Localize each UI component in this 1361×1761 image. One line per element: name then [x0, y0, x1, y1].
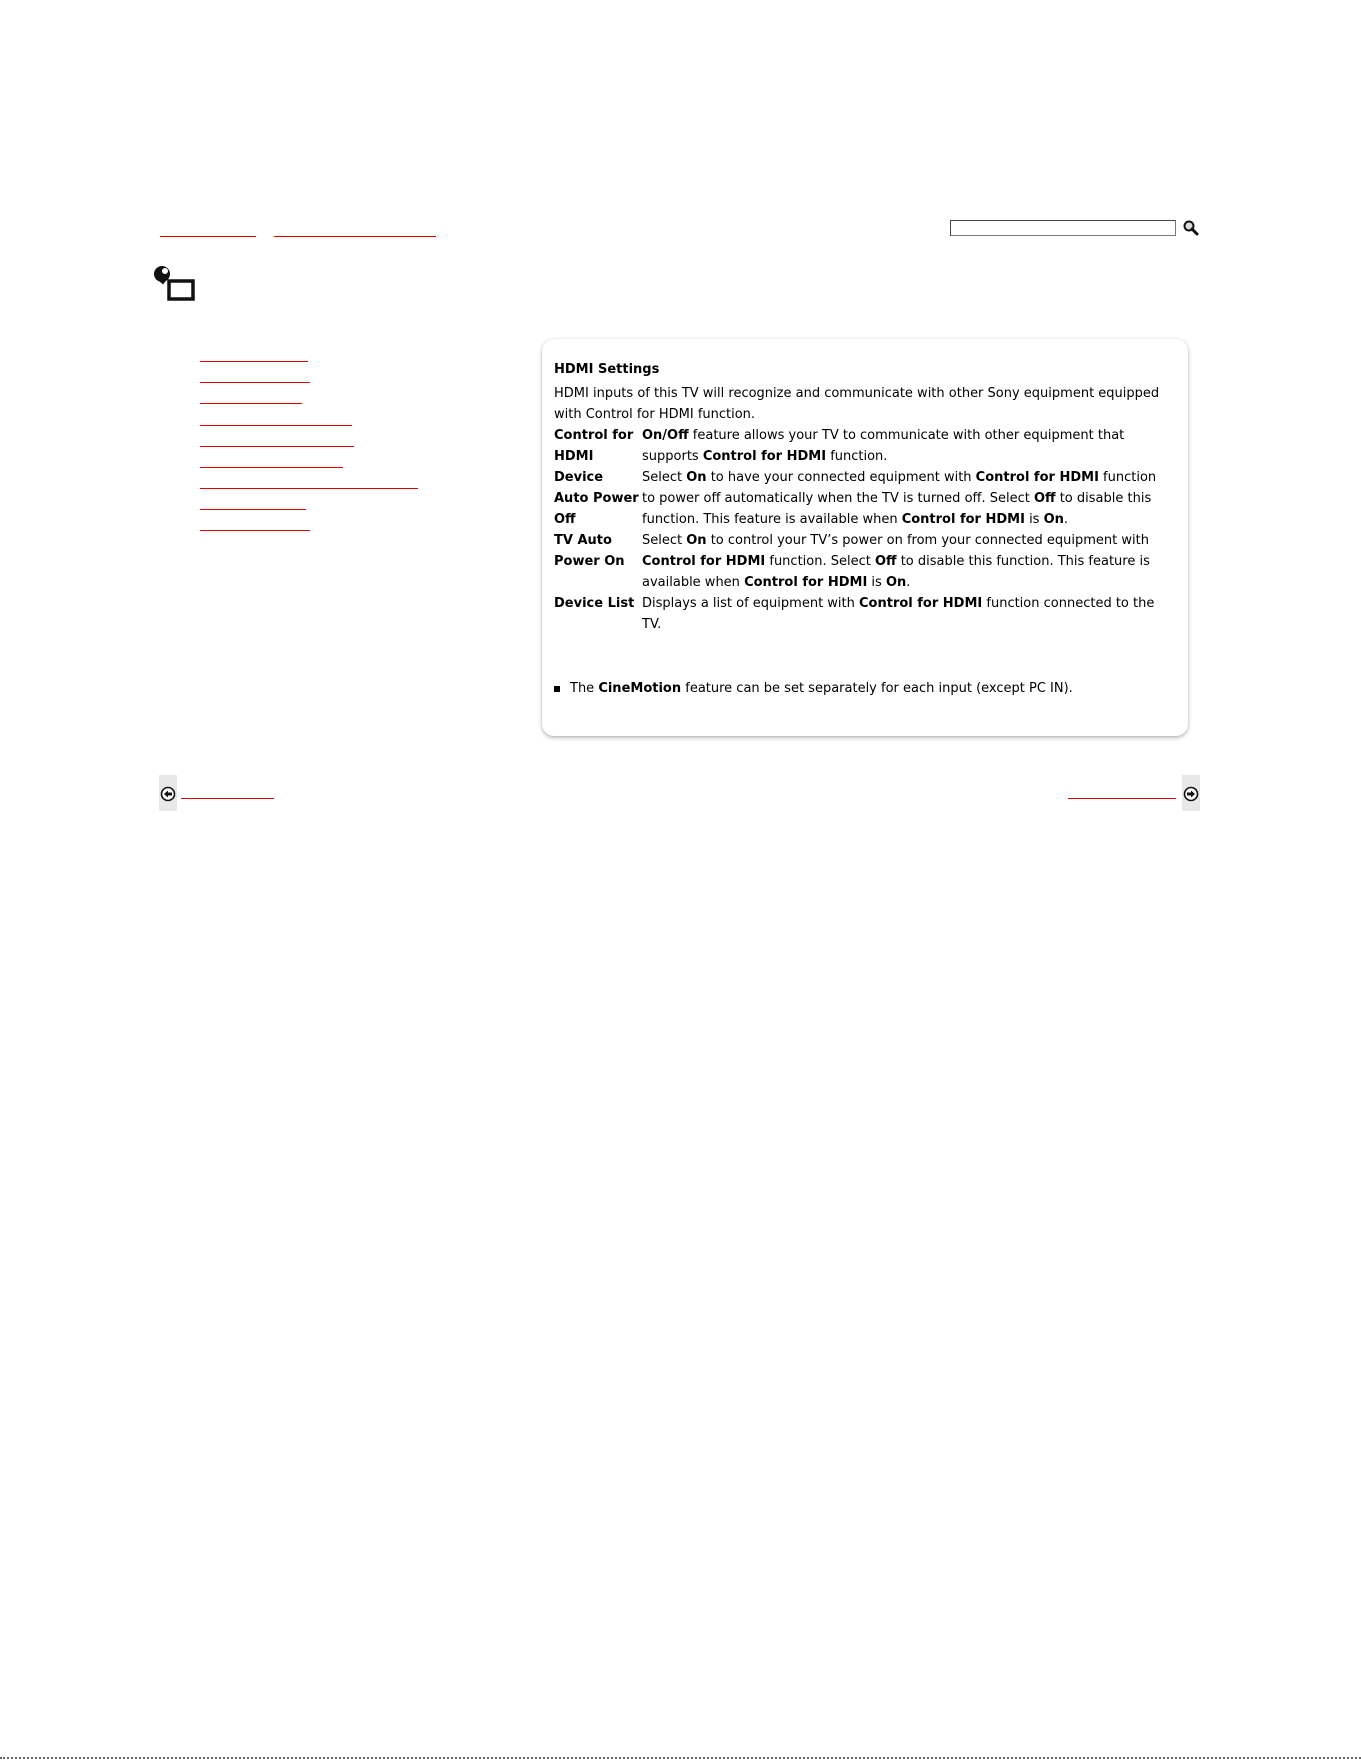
wrench-screen-icon — [152, 264, 200, 304]
next-page-link[interactable] — [1068, 786, 1176, 799]
note-bullet — [554, 686, 560, 692]
nav-link-8[interactable] — [200, 497, 306, 510]
arrow-left-circle-icon[interactable] — [160, 786, 176, 802]
previous-page-link[interactable] — [181, 786, 274, 799]
arrow-right-circle-icon[interactable] — [1183, 786, 1199, 802]
setting-desc: Displays a list of equipment with Control for HDMI function connected to the TV. — [642, 596, 1155, 632]
breadcrumb-link-2[interactable] — [274, 224, 436, 237]
nav-link-5[interactable] — [200, 434, 354, 447]
setting-desc: On/Off feature allows your TV to communicate with other equipment that supports Control for HDMI function. — [642, 428, 1125, 464]
setting-row-control-for-hdmi — [554, 425, 1164, 467]
setting-term: Control for HDMI — [554, 428, 634, 464]
search-input[interactable] — [950, 220, 1176, 236]
nav-link-4[interactable] — [200, 413, 352, 426]
section-intro: HDMI inputs of this TV will recognize and communicate with other Sony equipment equipped with Control for HDMI function. — [554, 386, 1160, 422]
page-bottom-edge — [0, 1757, 1361, 1759]
nav-link-9[interactable] — [200, 518, 310, 531]
nav-link-2[interactable] — [200, 370, 310, 383]
nav-link-1[interactable] — [200, 349, 308, 362]
section-title: HDMI Settings — [554, 362, 660, 377]
note-text: The CineMotion feature can be set separately for each input (except PC IN). — [570, 681, 1073, 696]
setting-row-device-auto-power-off — [554, 467, 1164, 530]
nav-link-6[interactable] — [200, 455, 343, 468]
setting-desc: Select On to control your TV’s power on from your connected equipment with Control for HDMI function. Select Off to disable this function. This feature is available when Control for HDMI is On. — [642, 533, 1150, 590]
magnifier-icon[interactable] — [1182, 219, 1200, 237]
setting-row-device-list — [554, 593, 1164, 635]
breadcrumb-link-1[interactable] — [160, 224, 256, 237]
setting-term: Device List — [554, 596, 635, 611]
nav-link-3[interactable] — [200, 391, 302, 404]
setting-term: TV Auto Power On — [554, 533, 625, 569]
setting-term: Device Auto Power Off — [554, 470, 639, 527]
setting-desc: Select On to have your connected equipment with Control for HDMI function to power off automatically when the TV is turned off. Select Off to disable this function. This feature is available when Control for HDMI is On. — [642, 470, 1157, 527]
setting-row-tv-auto-power-on — [554, 530, 1164, 593]
nav-link-7[interactable] — [200, 476, 418, 489]
